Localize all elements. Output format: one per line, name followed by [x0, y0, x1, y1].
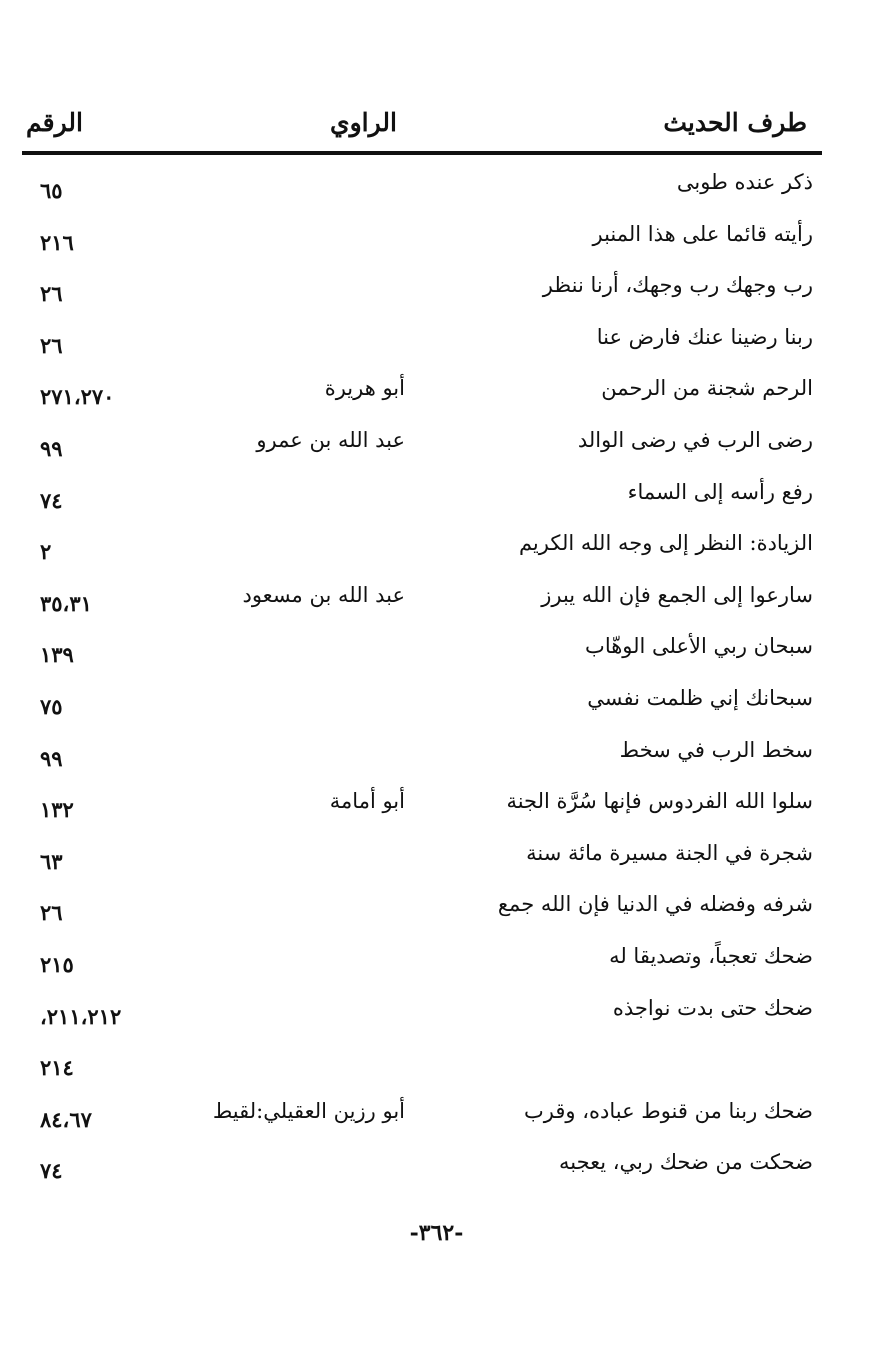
table-row	[0, 372, 873, 424]
hadith-tip: رفع رأسه إلى السماء	[627, 479, 813, 504]
table-row	[0, 785, 873, 837]
table-row	[0, 682, 873, 734]
hadith-tip: الزيادة: النظر إلى وجه الله الكريم	[518, 531, 813, 556]
hadith-number: ٢٦	[40, 332, 63, 358]
hadith-tip: رأيته قائما على هذا المنبر	[592, 221, 813, 246]
hadith-tip: شجرة في الجنة مسيرة مائة سنة	[526, 840, 813, 865]
hadith-tip: الرحم شجنة من الرحمن	[601, 376, 813, 401]
hadith-tip: ضحكت من ضحك ربي، يعجبه	[558, 1150, 813, 1175]
hadith-number: ٩٩	[40, 435, 63, 461]
hadith-number: ٨٤،٦٧	[40, 1106, 92, 1132]
table-row	[0, 1043, 873, 1095]
hadith-tip: سخط الرب في سخط	[619, 737, 813, 762]
hadith-number: ٢١٥	[40, 951, 74, 977]
narrator: عبد الله بن عمرو	[256, 427, 405, 452]
hadith-tip: ضحك ربنا من قنوط عباده، وقرب	[524, 1098, 813, 1123]
hadith-tip: سارعوا إلى الجمع فإن الله يبرز	[541, 582, 813, 607]
table-row	[0, 630, 873, 682]
hadith-number: ١٣٩	[40, 642, 74, 668]
hadith-number: ٧٥	[40, 693, 63, 719]
hadith-number: ٦٣	[40, 848, 63, 874]
hadith-number: ٧٤	[40, 1158, 63, 1184]
table-row	[0, 1146, 873, 1198]
narrator: عبد الله بن مسعود	[242, 582, 405, 607]
hadith-number: ٢١١،٢١٢،	[40, 1003, 122, 1029]
hadith-number: ٢١٦	[40, 229, 74, 255]
hadith-tip: ذكر عنده طوبى	[676, 170, 813, 194]
narrator: أبو رزين العقيلي:لقيط	[212, 1098, 405, 1123]
hadith-tip: سبحان ربي الأعلى الوهّاب	[585, 634, 813, 659]
table-row	[0, 734, 873, 786]
table-row	[0, 940, 873, 992]
table-row	[0, 476, 873, 528]
hadith-number: ١٣٢	[40, 797, 74, 823]
column-header-hadith-tip: طرف الحديث	[663, 108, 807, 137]
table-row	[0, 1095, 873, 1147]
hadith-number: ٢١٤	[40, 1055, 74, 1081]
hadith-number: ٦٥	[40, 178, 63, 203]
table-row	[0, 424, 873, 476]
hadith-number: ٩٩	[40, 745, 63, 771]
hadith-tip: سبحانك إني ظلمت نفسي	[587, 685, 813, 710]
hadith-tip: ضحك تعجباً، وتصديقا له	[609, 943, 813, 968]
hadith-number: ٢٧١،٢٧٠	[40, 384, 115, 410]
hadith-tip: سلوا الله الفردوس فإنها سُرَّة الجنة	[506, 789, 813, 814]
column-header-narrator: الراوي	[330, 108, 397, 137]
table-row	[0, 579, 873, 631]
hadith-number: ٢٦	[40, 281, 63, 307]
hadith-tip: شرفه وفضله في الدنيا فإن الله جمع	[497, 892, 813, 917]
header-rule	[22, 151, 822, 155]
hadith-index-table	[0, 166, 873, 1198]
table-row	[0, 218, 873, 270]
page-number: -٣٦٢-	[409, 1220, 464, 1246]
hadith-number: ٢	[40, 539, 52, 565]
hadith-tip: رب وجهك رب وجهك، أرنا ننظر	[542, 273, 813, 298]
hadith-tip: رضى الرب في رضى الوالد	[577, 427, 813, 452]
table-row	[0, 888, 873, 940]
narrator: أبو هريرة	[324, 376, 405, 401]
hadith-tip: ربنا رضينا عنك فارض عنا	[596, 324, 813, 349]
hadith-number: ٣٥،٣١	[40, 590, 92, 616]
table-row	[0, 992, 873, 1044]
hadith-number: ٢٦	[40, 900, 63, 926]
hadith-number: ٧٤	[40, 487, 63, 513]
table-row	[0, 166, 873, 218]
table-row	[0, 321, 873, 373]
column-header-number: الرقم	[26, 108, 83, 137]
hadith-tip: ضحك حتى بدت نواجذه	[612, 995, 813, 1020]
table-row	[0, 837, 873, 889]
table-row	[0, 269, 873, 321]
narrator: أبو أمامة	[329, 789, 405, 814]
table-row	[0, 527, 873, 579]
